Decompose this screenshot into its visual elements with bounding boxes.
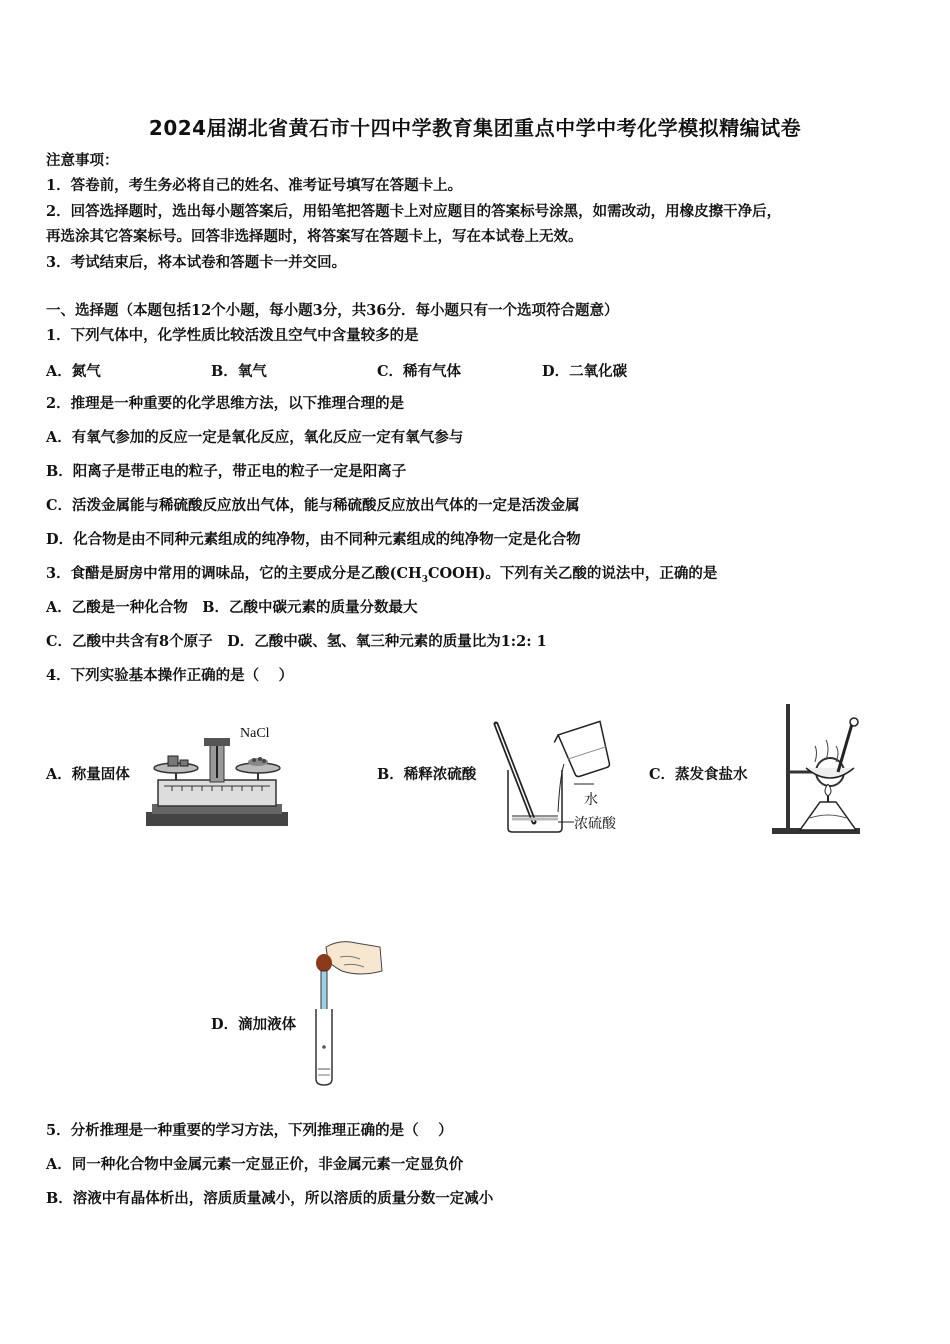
q3-options-cd: C．乙酸中共含有8个原子 D．乙酸中碳、氢、氧三种元素的质量比为1:2: 1 bbox=[46, 633, 547, 650]
notice-item-2: 2．回答选择题时，选出每小题答案后，用铅笔把答题卡上对应题目的答案标号涂黑，如需改动，用橡皮擦干净后， bbox=[46, 203, 782, 220]
notice-item-1: 1．答卷前，考生务必将自己的姓名、准考证号填写在答题卡上。 bbox=[46, 177, 463, 194]
nacl-label: NaCl bbox=[240, 726, 270, 741]
q1-option-b: B．氧气 bbox=[211, 363, 267, 380]
q2-option-b: B．阳离子是带正电的粒子，带正电的粒子一定是阳离子 bbox=[46, 463, 407, 480]
notice-heading: 注意事项： bbox=[46, 152, 119, 169]
q2-option-d: D．化合物是由不同种元素组成的纯净物，由不同种元素组成的纯净物一定是化合物 bbox=[46, 531, 581, 548]
q4-stem: 4．下列实验基本操作正确的是（ ） bbox=[46, 667, 294, 684]
q1-option-d: D．二氧化碳 bbox=[542, 363, 628, 380]
section-heading: 一、选择题（本题包括12个小题，每小题3分，共36分．每小题只有一个选项符合题意） bbox=[46, 302, 619, 319]
notice-item-3: 3．考试结束后，将本试卷和答题卡一并交回。 bbox=[46, 254, 347, 271]
acid-label: 浓硫酸 bbox=[574, 816, 616, 832]
q2-option-a: A．有氧气参加的反应一定是氧化反应，氧化反应一定有氧气参与 bbox=[46, 429, 464, 446]
q5-option-a: A．同一种化合物中金属元素一定显正价，非金属元素一定显负价 bbox=[46, 1156, 464, 1173]
q5-stem: 5．分析推理是一种重要的学习方法，下列推理正确的是（ ） bbox=[46, 1122, 453, 1139]
q4-option-a-label: A．称量固体 bbox=[46, 766, 130, 783]
q2-stem: 2．推理是一种重要的化学思维方法，以下推理合理的是 bbox=[46, 395, 405, 412]
dropper-figure bbox=[300, 937, 384, 1087]
notice-item-2-cont: 再选涂其它答案标号。回答非选择题时，将答案写在答题卡上，写在本试卷上无效。 bbox=[46, 228, 583, 245]
q5-option-b: B．溶液中有晶体析出，溶质质量减小，所以溶质的质量分数一定减小 bbox=[46, 1190, 494, 1207]
q4-option-c-label: C．蒸发食盐水 bbox=[649, 766, 748, 783]
q1-option-c: C．稀有气体 bbox=[377, 363, 462, 380]
evaporation-figure bbox=[770, 700, 866, 838]
page-title: 2024届湖北省黄石市十四中学教育集团重点中学中考化学模拟精编试卷 bbox=[148, 116, 802, 140]
q1-stem: 1．下列气体中，化学性质比较活泼且空气中含量较多的是 bbox=[46, 327, 419, 344]
q1-option-a: A．氮气 bbox=[46, 363, 101, 380]
q3-stem: 3．食醋是厨房中常用的调味品，它的主要成分是乙酸$(CH_3COOH)$。下列有关乙酸的说法中，正确的是 bbox=[46, 565, 718, 585]
q3-options-ab: A．乙酸是一种化合物 B．乙酸中碳元素的质量分数最大 bbox=[46, 599, 418, 616]
q4-option-d-label: D．滴加液体 bbox=[211, 1016, 297, 1033]
q4-option-b-label: B．稀释浓硫酸 bbox=[377, 766, 477, 783]
q2-option-c: C．活泼金属能与稀硫酸反应放出气体，能与稀硫酸反应放出气体的一定是活泼金属 bbox=[46, 497, 580, 514]
water-label: 水 bbox=[584, 792, 598, 808]
